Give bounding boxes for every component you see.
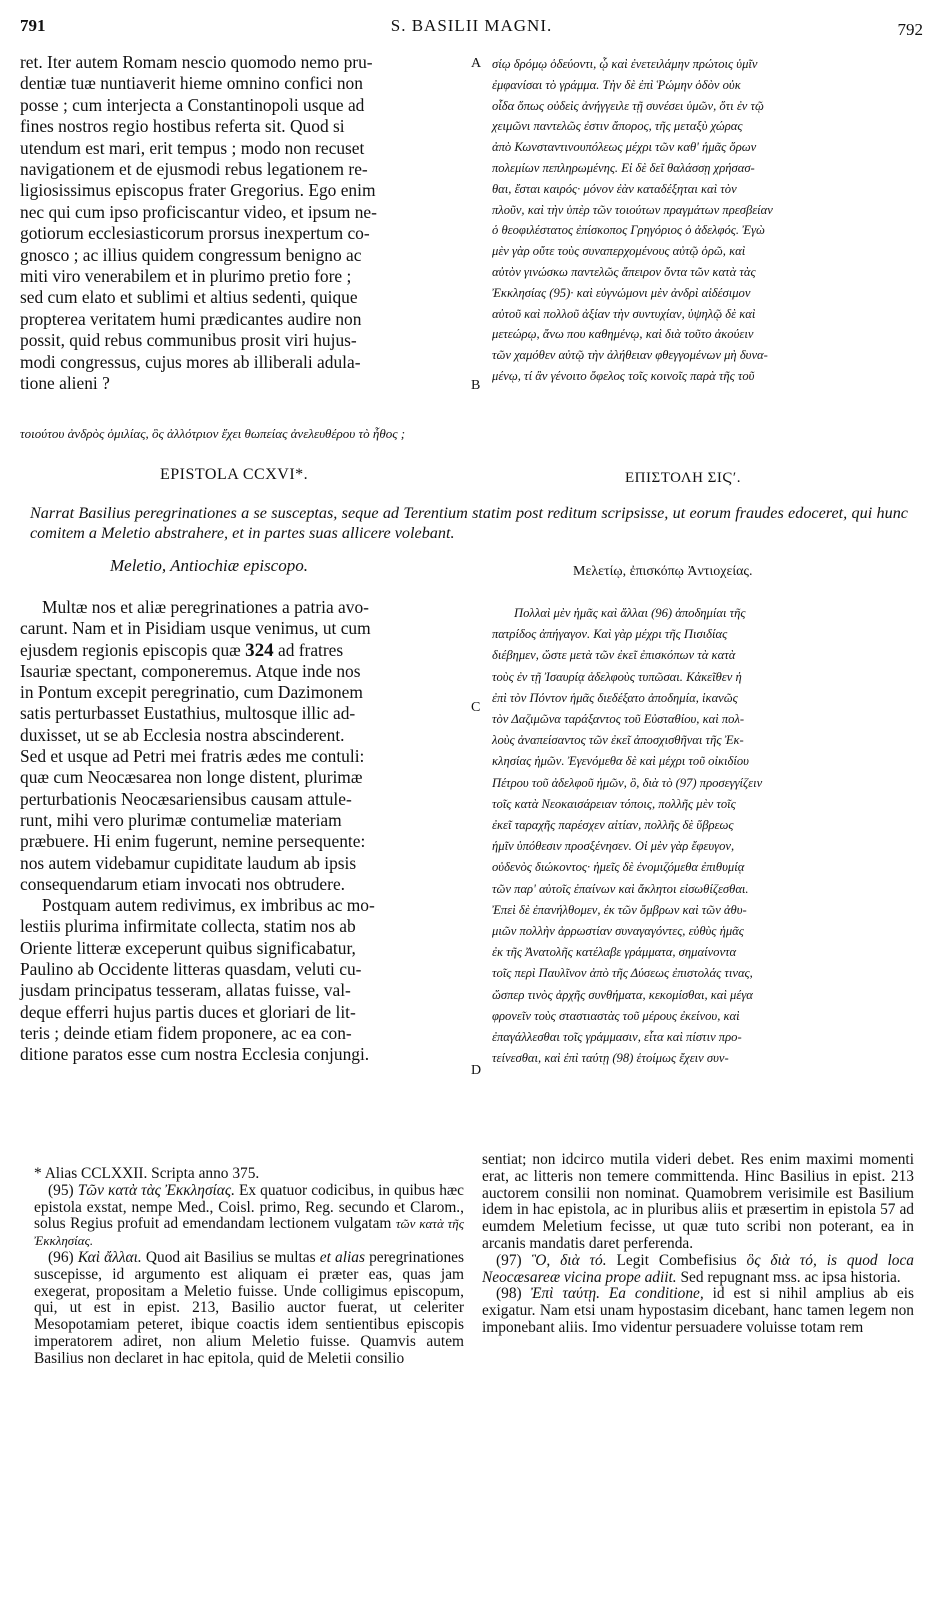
footnote-greek: Ἐπὶ ταύτῃ. (530, 1285, 600, 1303)
latin-line: miti viro venerabilem et in plurimo pretio fore ; (20, 266, 352, 287)
footnote-mark: (98) (496, 1285, 522, 1303)
latin-text: ad fratres (277, 639, 344, 660)
latin-line (20, 640, 466, 661)
footnote-alias: * Alias CCLXXII. Scripta anno 375. (34, 1165, 260, 1182)
greek-line: Ἐκκλησίας (95)· καὶ εὐγνώμονι μὲν ἀνδρὶ αἰδέσιμον (492, 285, 751, 300)
greek-column-top (492, 54, 917, 387)
latin-line: propterea veritatem humi prædicantes audire non (20, 308, 362, 329)
greek-line: αὐτοῦ καὶ πολλοῦ ἀξίαν τὴν συντυχίαν, ὑψηλῷ δὲ καὶ (492, 306, 756, 321)
latin-line: perturbationis Neocæsariensibus causam attule- (20, 788, 352, 809)
latin-line: gnosco ; ac illius quidem congressum benigno ac (20, 244, 362, 265)
epistle-argument: Narrat Basilius peregrinationes a se susceptas, seque ad Terentium statim post reditum scripsisse, ut eorum fraudes edoceret, qui hunc comitem a Meletio abstrahere, et in partes suas allicere volebant. (30, 504, 908, 542)
greek-line: διέβημεν, ὥστε μετὰ τῶν ἐκεῖ ἐπισκόπων τὰ κατὰ (492, 648, 736, 663)
footnote-greek: ὃς διὰ τό, (746, 1251, 817, 1269)
footnote-greek: Ὃ, διὰ τό. (531, 1251, 607, 1269)
footnotes-left (34, 1166, 464, 1368)
greek-line: τὸν Δαζιμῶνα ταράξαντος τοῦ Εὐσταθίου, καὶ πολ- (492, 712, 745, 727)
greek-line: θαι, ἔσται καιρός· μόνον ἐὰν καταδέξηται καὶ τὸν (492, 181, 737, 196)
greek-line: ἐπαγάλλεσθαι τοῖς γράμμασιν, εἶτα καὶ πίστιν προ- (492, 1030, 742, 1045)
latin-line: deque efferri hujus partis duces et gloriari de lit- (20, 1001, 356, 1022)
latin-line: Paulino ab Occidente litteras quasdam, veluti cu- (20, 959, 362, 980)
latin-line: satis perturbasset Eustathius, multosque illic ad- (20, 703, 356, 724)
greek-line: πλοῦν, καὶ τὴν ὑπὲρ τῶν τοιούτων πραγμάτων πρεσβείαν (492, 202, 773, 217)
latin-line: runt, mihi vero plurimæ contumeliæ materiam (20, 809, 342, 830)
latin-line: ditione paratos esse cum nostra Ecclesia conjungi. (20, 1044, 370, 1065)
latin-line: gotiorum ecclesiasticorum prorsus inexpertum co- (20, 223, 370, 244)
latin-line: Postquam autem redivimus, ex imbribus ac mo- (42, 895, 375, 916)
greek-line: σίῳ δρόμῳ ὁδεύοντι, ᾧ καὶ ἐνετειλάμην πρώτοις ὑμῖν (492, 57, 758, 71)
running-header (20, 16, 923, 46)
footnote-text: Sed repugnant mss. ac ipsa historia. (680, 1268, 901, 1286)
greek-line: κλησίας ἡμῶν. Ἐγενόμεθα δὲ καὶ μέχρι τοῦ οἰκιδίου (492, 754, 749, 769)
epistle-title-greek: ΕΠΙΣΤΟΛΗ ΣΙϚʹ. (625, 470, 741, 486)
footnote-mark: (95) (48, 1181, 74, 1199)
footnote-emphasis: et alias (319, 1248, 365, 1266)
latin-line: Oriente litteræ exceperunt quibus significabatur, (20, 937, 356, 958)
latin-line: tione alieni ? (20, 373, 110, 394)
greek-line: ἀπὸ Κωνσταντινουπόλεως μέχρι τῶν καθ' ἡμᾶς ὅρων (492, 140, 757, 155)
latin-line: ret. Iter autem Romam nescio quomodo nemo pru- (20, 52, 373, 72)
latin-text: ejusdem regionis episcopis quæ (20, 639, 241, 660)
margin-letter-d: D (471, 1063, 482, 1078)
latin-column-body (20, 597, 466, 1066)
greek-line: τῶν χαμόθεν αὐτῷ τὴν ἀλήθειαν φθεγγομένων μὴ δυνα- (492, 348, 768, 363)
latin-line: modi congressus, cujus mores ab illiberali adula- (20, 351, 361, 372)
greek-line: οἶδα ὅπως οὐδεὶς ἀνήγγειλε τῇ συνέσει ὑμῶν, ὅτι ἐν τῷ (492, 98, 764, 113)
latin-line: ligiosissimus episcopus frater Gregorius. Ego enim (20, 180, 376, 201)
latin-line: in Pontum excepit peregrinatio, cum Dazimonem (20, 682, 363, 703)
footnote-mark: (96) (48, 1248, 74, 1266)
margin-letter-c: C (471, 700, 481, 715)
greek-line: τείνεσθαι, καὶ ἐπὶ ταύτῃ (98) ἑτοίμως ἔχειν συν- (492, 1051, 729, 1066)
greek-line: τοῖς περὶ Παυλῖνον ἀπὸ τῆς Δύσεως ἐπιστολάς τινας, (492, 966, 753, 981)
epistle-title-latin: EPISTOLA CCXVI*. (160, 466, 309, 483)
footnote-98 (482, 1286, 914, 1336)
page-number-right: 792 (897, 20, 923, 39)
column-signature: 324 (245, 639, 274, 661)
address-greek: Μελετίῳ, ἐπισκόπῳ Ἀντιοχείας. (573, 564, 753, 579)
latin-line: consequendarum etiam invocati nos obtrudere. (20, 873, 346, 894)
latin-line: præbuere. Hi enim fugerunt, nemine persequente: (20, 831, 366, 852)
latin-column-top (20, 52, 466, 395)
greek-line: μένῳ, τί ἂν γένοιτο ὄφελος τοῖς κοινοῖς παρὰ τῆς τοῦ (492, 368, 755, 383)
footnote-text: peregrinationes suscepisse, id argumento est aliquam ei præter eas, quas jam exegerat, propositam a Meletio fuisse. Unde colligimus episcopum, qui, ut est in epist. 213, Basilio auctor fuerat, ut celeriter Mesopotamiam peteret, ibique coactis idem sentientibus episcopis imperatorem adiret, non alium Meletio fuisse. Quamvis autem Basilius non declaret in hac epitola, quid de Meletii consilio (34, 1248, 464, 1367)
footnote-greek: τῶν κατὰ τῆς Ἐκκλησίας. (34, 1216, 464, 1249)
footnote-96 (34, 1250, 464, 1368)
footnote-text: Ex quatuor codicibus, in quibus hæc epistola exstat, nempe Med., Coisl. primo, Reg. secundo et Clarom., solus Regius profuit ad emendandam lectionem vulgatam (34, 1181, 464, 1233)
latin-line: navigationem et de ejusmodi rebus legationem re- (20, 159, 368, 180)
footnote-text: Quod ait Basilius se multas (145, 1248, 316, 1266)
greek-line: Πολλαὶ μὲν ἡμᾶς καὶ ἄλλαι (96) ἀποδημίαι τῆς (514, 606, 746, 620)
greek-line: μετεώρῳ, ἄνω που καθημένῳ, καὶ διὰ τοῦτο ἀκούειν (492, 327, 754, 342)
footnote-text: Legit Combefisius (616, 1251, 737, 1269)
greek-line: ὁ θεοφιλέστατος ἐπίσκοπος Γρηγόριος ὁ ἀδελφός. Ἐγὼ (492, 223, 765, 238)
latin-line: quæ cum Neocæsarea non longe distent, plurimæ (20, 767, 363, 788)
greek-line: τοῖς κατὰ Νεοκαισάρειαν τόποις, πολλῆς μὲν τοῖς (492, 796, 736, 811)
greek-line: μὲν γὰρ οὔτε τοὺς συναπερχομένους αὐτῷ ὁρῶ, καὶ (492, 244, 746, 259)
greek-line: Πέτρου τοῦ ἀδελφοῦ ἡμῶν, ὃ, διὰ τὸ (97) προσεγγίζειν (492, 775, 763, 790)
greek-line: ἐμφανίσαι τὸ γράμμα. Τὴν δὲ ἐπὶ Ῥώμην ὁδὸν οὐκ (492, 77, 741, 92)
latin-line: Sed et usque ad Petri mei fratris ædes me contuli: (20, 746, 365, 767)
latin-line: duxisset, ut se ab Ecclesia nostra abscinderent. (20, 724, 345, 745)
footnote-96-continued: sentiat; non idcirco mutila videri debet. Res enim maximi momenti erat, ac litteris non temere committenda. Hinc Basilius in epist. 213 auctorem consilii non nominat. Quamobrem verisimile est Basilium idem in hac epistola, ac in pluribus aliis et præsertim in epistola 57 ad eumdem Meletium fecisse, ut quæ tuto scribi non poterant, ea in arcanis mandatis daret perferenda. (482, 1151, 914, 1252)
latin-line: Isauriæ spectant, componeremus. Atque inde nos (20, 660, 361, 681)
greek-line: χειμῶνι παντελῶς ἐστιν ἄπορος, τῆς μεταξὺ χώρας (492, 119, 743, 134)
latin-line: carunt. Nam et in Pisidiam usque venimus, ut cum (20, 618, 371, 639)
margin-letter-b: B (471, 378, 481, 393)
footnote-97 (482, 1253, 914, 1287)
latin-line: teris ; deinde etiam fidem proponere, ac ea con- (20, 1022, 352, 1043)
latin-line: Multæ nos et aliæ peregrinationes a patria avo- (42, 597, 369, 617)
greek-line: Ἐπεὶ δὲ ἐπανήλθομεν, ἐκ τῶν ὄμβρων καὶ τῶν ἀθυ- (492, 902, 747, 917)
footnote-95 (34, 1183, 464, 1250)
latin-line: posse ; cum interjecta a Constantinopoli usque ad (20, 94, 365, 115)
greek-line: λοὺς ἀναπείσαντος τῶν ἐκεῖ ἀποσχισθῆναι τῆς Ἐκ- (492, 733, 744, 748)
footnote-mark: (97) (496, 1251, 522, 1269)
greek-line: ἡμῖν ὑπόθεσιν προσξένησεν. Οἱ μὲν γὰρ ἔφευγον, (492, 839, 735, 854)
greek-line: οὐδενὸς διώκοντος· ἡμεῖς δὲ ἐνομιζόμεθα ἐπιθυμίᾳ (492, 860, 745, 875)
latin-line: nos autem videbamur cupiditate laudum ab ipsis (20, 852, 357, 873)
greek-line: ὥσπερ τινὸς ἀρχῆς συνθήματα, κεκομίσθαι, καὶ μέγα (492, 987, 753, 1002)
greek-column-body (492, 603, 917, 1069)
greek-line: ἐπὶ τὸν Πόντον ἡμᾶς διεδέξατο ἀποδημία, ἱκανῶς (492, 690, 738, 705)
latin-line: possit, quid rebus communibus prosit viri hujus- (20, 330, 357, 351)
greek-line: μιῶν πολλὴν ἀρρωστίαν συναγαγόντες, εὐθὺς ἡμᾶς (492, 924, 744, 939)
latin-line: lestiis plurima infirmitate collecta, statim nos ab (20, 916, 356, 937)
greek-line: τοὺς ἐν τῇ Ἰσαυρίᾳ ἀδελφοὺς τυπῶσαι. Κἀκεῖθεν ἡ (492, 669, 742, 684)
latin-line: utendum est mari, erit tempus ; modo non recuset (20, 137, 365, 158)
margin-letter-a: A (471, 56, 482, 71)
latin-line: fines nostros regio hostibus referta sit. Quod si (20, 116, 345, 137)
greek-line: πατρίδος ἀπήγαγον. Καὶ γὰρ μέχρι τῆς Πισιδίας (492, 627, 728, 642)
latin-line: dentiæ tuæ nuntiaverit hieme omnino confici non (20, 73, 363, 94)
greek-line: τῶν παρ' αὐτοῖς ἐπαίνων καὶ ἄκλητοι εἰσωθίζεσθαι. (492, 881, 749, 896)
greek-line: φρονεῖν τοὺς σταστιαστὰς τοῦ μέρους ἐκείνου, καὶ (492, 1008, 740, 1023)
page-number-left: 791 (20, 16, 46, 35)
latin-line: jusdam principatus tesseram, allatas fuisse, val- (20, 980, 351, 1001)
greek-continuation-line: τοιούτου ἀνδρὸς ὁμιλίας, ὃς ἀλλότριον ἔχει θωπείας ἀνελευθέρου τὸ ἦθος ; (20, 426, 406, 441)
footnote-emphasis: is quod loca Neocæsareæ vicina prope adiit. (482, 1251, 915, 1286)
latin-line: sed cum elato et sublimi et altius sedenti, quique (20, 287, 358, 308)
latin-line: nec qui cum ipso proficiscantur video, et ipsum ne- (20, 201, 377, 222)
footnote-emphasis: Ea conditione, (608, 1285, 704, 1303)
greek-line: αὐτὸν γινώσκω παντελῶς ἄπειρον ὄντα τῶν κατὰ τὰς (492, 264, 756, 279)
running-title: S. BASILII MAGNI. (390, 16, 553, 35)
footnote-greek: Τῶν κατὰ τὰς Ἐκκλησίας. (77, 1181, 235, 1199)
greek-line: ἐκεῖ ταραχῆς παρέσχεν αἰτίαν, πολλῆς δὲ ὕβρεως (492, 818, 734, 833)
footnote-text: id est si nihil amplius ab eis exigatur. Nam etsi unam hypostasim dicebant, hanc tamen legem non imponebant aliis. Imo videntur persuadere voluisse totam rem (482, 1285, 914, 1336)
footnote-greek: Καὶ ἄλλαι. (77, 1248, 142, 1266)
greek-line: πολεμίων πεπληρωμένης. Εἰ δὲ δεῖ θαλάσσῃ χρήσασ- (492, 160, 755, 175)
address-latin: Meletio, Antiochiæ episcopo. (110, 556, 308, 575)
footnotes-right (482, 1152, 914, 1337)
greek-line: ἐκ τῆς Ἀνατολῆς κατέλαβε γράμματα, σημαίνοντα (492, 945, 737, 960)
